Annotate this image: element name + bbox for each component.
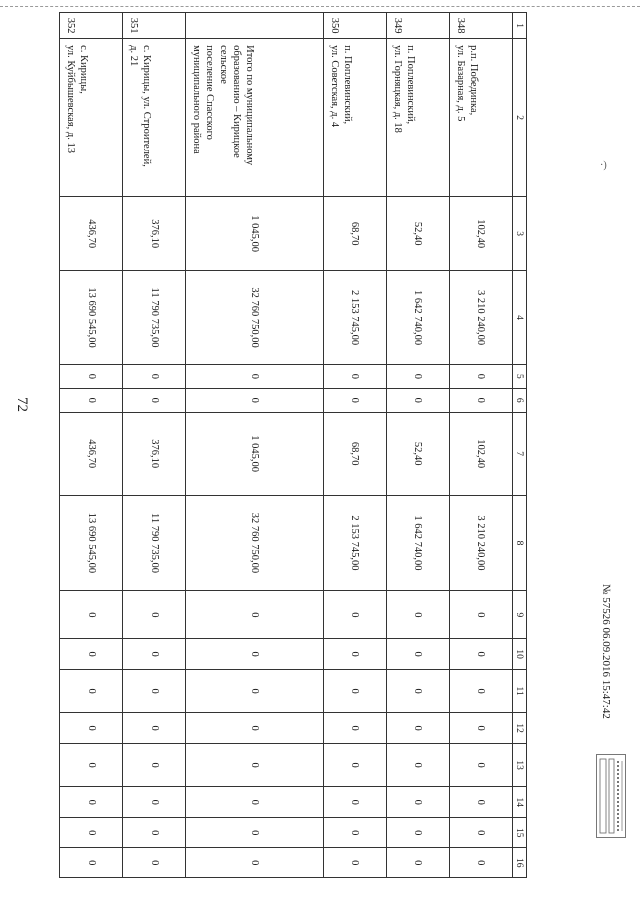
value-cell-c9: 0 bbox=[186, 591, 324, 639]
column-number-12: 12 bbox=[513, 713, 527, 744]
value-cell-c12: 0 bbox=[60, 713, 123, 744]
value-cell-c11: 0 bbox=[449, 669, 512, 713]
value-cell-c3: 52,40 bbox=[386, 197, 449, 271]
value-cell-c4: 3 210 240,00 bbox=[449, 271, 512, 365]
value-cell-c11: 0 bbox=[386, 669, 449, 713]
signature-stamp-logo bbox=[596, 754, 626, 838]
column-number-9: 9 bbox=[513, 591, 527, 639]
value-cell-c16: 0 bbox=[60, 848, 123, 878]
address-line: р.п. Побединка, bbox=[468, 45, 480, 116]
page-number: 72 bbox=[14, 397, 30, 412]
value-cell-c11: 0 bbox=[60, 669, 123, 713]
value-cell-c5: 0 bbox=[186, 364, 324, 388]
value-cell-c16: 0 bbox=[386, 848, 449, 878]
value-cell-c6: 0 bbox=[449, 388, 512, 412]
table-row bbox=[123, 13, 186, 878]
column-number-8: 8 bbox=[513, 495, 527, 591]
value-cell-c13: 0 bbox=[386, 743, 449, 787]
column-number-4: 4 bbox=[513, 271, 527, 365]
value-cell-c13: 0 bbox=[123, 743, 186, 787]
margin-mark: ·) bbox=[600, 160, 607, 171]
value-cell-c13: 0 bbox=[186, 743, 324, 787]
address-line: образованию – Кирицкое сельское bbox=[217, 45, 242, 158]
value-cell-c12: 0 bbox=[386, 713, 449, 744]
address-cell bbox=[323, 39, 386, 197]
column-number-13: 13 bbox=[513, 743, 527, 787]
address-line: ул. Куйбышевская, д. 13 bbox=[65, 45, 77, 153]
value-cell-c4: 32 760 750,00 bbox=[186, 271, 324, 365]
column-number-16: 16 bbox=[513, 848, 527, 878]
value-cell-c7: 376,10 bbox=[123, 412, 186, 495]
column-number-11: 11 bbox=[513, 669, 527, 713]
value-cell-c4: 13 690 545,00 bbox=[60, 271, 123, 365]
value-cell-c12: 0 bbox=[449, 713, 512, 744]
column-number-3: 3 bbox=[513, 197, 527, 271]
value-cell-c16: 0 bbox=[449, 848, 512, 878]
stamp-logo-icon bbox=[597, 755, 625, 837]
value-cell-c7: 1 045,00 bbox=[186, 412, 324, 495]
row-number-cell: 349 bbox=[386, 13, 449, 39]
column-number-15: 15 bbox=[513, 817, 527, 848]
value-cell-c4: 2 153 745,00 bbox=[323, 271, 386, 365]
address-cell bbox=[60, 39, 123, 197]
address-line: ул. Горняцкая, д. 18 bbox=[392, 45, 404, 133]
value-cell-c10: 0 bbox=[323, 639, 386, 670]
value-cell-c12: 0 bbox=[123, 713, 186, 744]
value-cell-c9: 0 bbox=[449, 591, 512, 639]
value-cell-c14: 0 bbox=[386, 787, 449, 818]
address-line: с. Кирицы, bbox=[78, 45, 90, 94]
value-cell-c10: 0 bbox=[449, 639, 512, 670]
value-cell-c15: 0 bbox=[449, 817, 512, 848]
row-number-cell: 350 bbox=[323, 13, 386, 39]
value-cell-c9: 0 bbox=[123, 591, 186, 639]
column-number-7: 7 bbox=[513, 412, 527, 495]
value-cell-c8: 13 690 545,00 bbox=[60, 495, 123, 591]
value-cell-c15: 0 bbox=[123, 817, 186, 848]
value-cell-c3: 102,40 bbox=[449, 197, 512, 271]
table-row bbox=[386, 13, 449, 878]
registration-stamp: № 57526 06.09.2016 15:47:42 bbox=[600, 584, 612, 719]
value-cell-c14: 0 bbox=[323, 787, 386, 818]
value-cell-c7: 52,40 bbox=[386, 412, 449, 495]
value-cell-c5: 0 bbox=[123, 364, 186, 388]
address-line: ул. Советская, д. 4 bbox=[328, 45, 340, 128]
column-number-2: 2 bbox=[513, 39, 527, 197]
address-line: Итого по муниципальному bbox=[243, 45, 255, 166]
value-cell-c13: 0 bbox=[449, 743, 512, 787]
value-cell-c6: 0 bbox=[323, 388, 386, 412]
value-cell-c10: 0 bbox=[386, 639, 449, 670]
value-cell-c4: 1 642 740,00 bbox=[386, 271, 449, 365]
address-line: п. Поплевинский, bbox=[342, 45, 354, 125]
address-cell bbox=[186, 39, 324, 197]
value-cell-c8: 2 153 745,00 bbox=[323, 495, 386, 591]
value-cell-c15: 0 bbox=[60, 817, 123, 848]
value-cell-c6: 0 bbox=[123, 388, 186, 412]
table-body bbox=[60, 13, 513, 878]
value-cell-c8: 32 760 750,00 bbox=[186, 495, 324, 591]
value-cell-c5: 0 bbox=[323, 364, 386, 388]
table-row bbox=[60, 13, 123, 878]
value-cell-c14: 0 bbox=[449, 787, 512, 818]
column-number-6: 6 bbox=[513, 388, 527, 412]
value-cell-c11: 0 bbox=[186, 669, 324, 713]
value-cell-c9: 0 bbox=[386, 591, 449, 639]
address-cell bbox=[386, 39, 449, 197]
value-cell-c7: 436,70 bbox=[60, 412, 123, 495]
value-cell-c3: 68,70 bbox=[323, 197, 386, 271]
value-cell-c3: 376,10 bbox=[123, 197, 186, 271]
value-cell-c8: 11 790 735,00 bbox=[123, 495, 186, 591]
table-row bbox=[186, 13, 324, 878]
value-cell-c16: 0 bbox=[186, 848, 324, 878]
value-cell-c14: 0 bbox=[123, 787, 186, 818]
value-cell-c13: 0 bbox=[323, 743, 386, 787]
value-cell-c15: 0 bbox=[386, 817, 449, 848]
column-number-14: 14 bbox=[513, 787, 527, 818]
value-cell-c11: 0 bbox=[123, 669, 186, 713]
value-cell-c8: 3 210 240,00 bbox=[449, 495, 512, 591]
column-number-5: 5 bbox=[513, 364, 527, 388]
row-number-cell: 351 bbox=[123, 13, 186, 39]
value-cell-c6: 0 bbox=[186, 388, 324, 412]
table-row bbox=[323, 13, 386, 878]
row-number-cell: 352 bbox=[60, 13, 123, 39]
value-cell-c7: 102,40 bbox=[449, 412, 512, 495]
address-cell bbox=[449, 39, 512, 197]
value-cell-c12: 0 bbox=[323, 713, 386, 744]
address-line: п. Поплевинский, bbox=[405, 45, 417, 125]
value-cell-c12: 0 bbox=[186, 713, 324, 744]
address-line: муниципального района bbox=[191, 45, 203, 154]
column-number-10: 10 bbox=[513, 639, 527, 670]
address-line: поселение Спасского bbox=[204, 45, 216, 140]
value-cell-c10: 0 bbox=[186, 639, 324, 670]
value-cell-c6: 0 bbox=[386, 388, 449, 412]
address-line: ул. Базарная, д. 5 bbox=[455, 45, 467, 122]
column-number-1: 1 bbox=[513, 13, 527, 39]
address-line: с. Кирицы, ул. Строителей, bbox=[141, 45, 153, 167]
value-cell-c10: 0 bbox=[60, 639, 123, 670]
value-cell-c16: 0 bbox=[123, 848, 186, 878]
rotated-table-wrapper bbox=[59, 12, 527, 878]
value-cell-c13: 0 bbox=[60, 743, 123, 787]
row-number-cell bbox=[186, 13, 324, 39]
scan-edge-line bbox=[0, 6, 640, 7]
address-cell bbox=[123, 39, 186, 197]
value-cell-c5: 0 bbox=[386, 364, 449, 388]
column-number-row bbox=[513, 13, 527, 878]
value-cell-c8: 1 642 740,00 bbox=[386, 495, 449, 591]
value-cell-c15: 0 bbox=[186, 817, 324, 848]
value-cell-c5: 0 bbox=[60, 364, 123, 388]
value-cell-c16: 0 bbox=[323, 848, 386, 878]
value-cell-c11: 0 bbox=[323, 669, 386, 713]
value-cell-c6: 0 bbox=[60, 388, 123, 412]
value-cell-c3: 1 045,00 bbox=[186, 197, 324, 271]
value-cell-c9: 0 bbox=[60, 591, 123, 639]
row-number-cell: 348 bbox=[449, 13, 512, 39]
value-cell-c5: 0 bbox=[449, 364, 512, 388]
value-cell-c15: 0 bbox=[323, 817, 386, 848]
value-cell-c9: 0 bbox=[323, 591, 386, 639]
value-cell-c3: 436,70 bbox=[60, 197, 123, 271]
value-cell-c14: 0 bbox=[60, 787, 123, 818]
value-cell-c7: 68,70 bbox=[323, 412, 386, 495]
housing-register-table bbox=[59, 12, 527, 878]
value-cell-c14: 0 bbox=[186, 787, 324, 818]
table-row bbox=[449, 13, 512, 878]
address-line: д. 21 bbox=[128, 45, 140, 67]
value-cell-c10: 0 bbox=[123, 639, 186, 670]
value-cell-c4: 11 790 735,00 bbox=[123, 271, 186, 365]
